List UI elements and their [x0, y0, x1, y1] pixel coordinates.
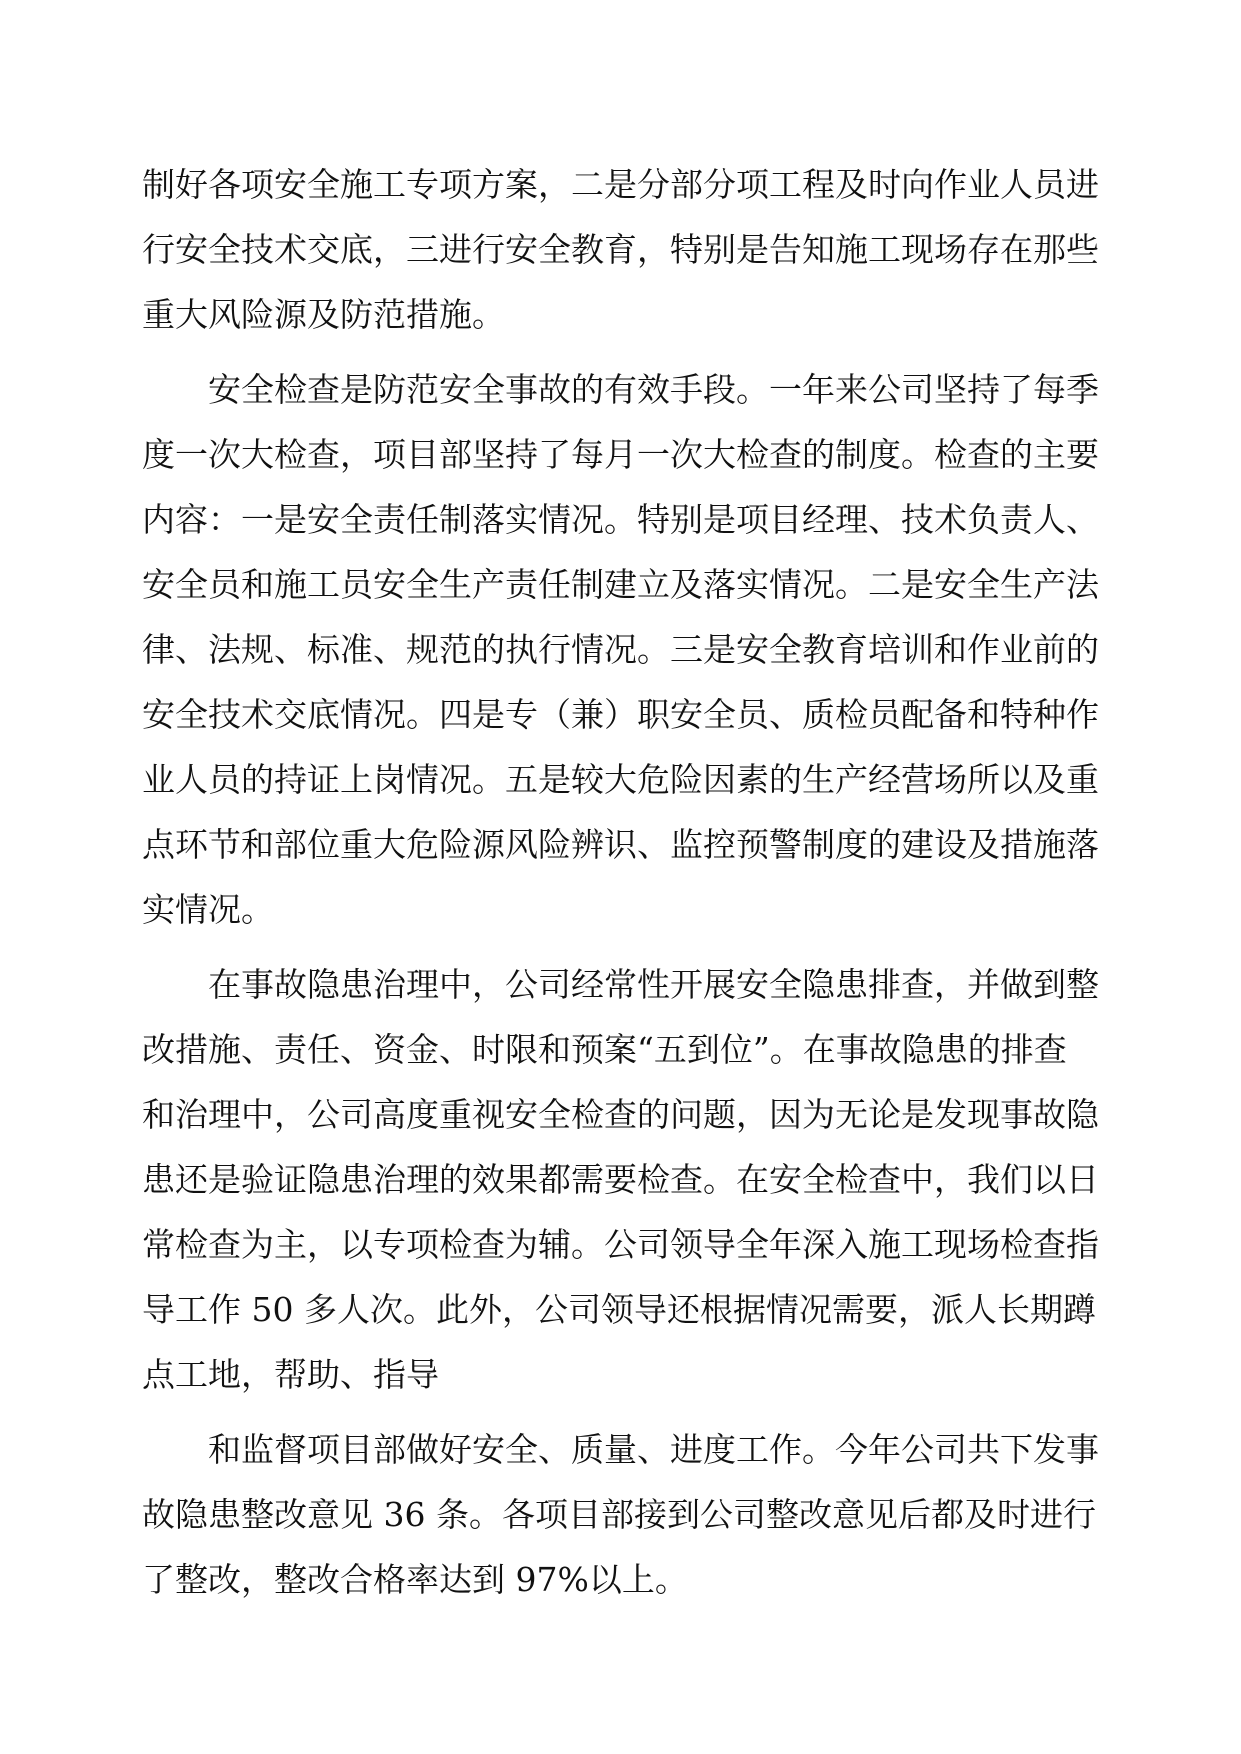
paragraph-3	[142, 952, 1102, 1407]
text-line: 在事故隐患治理中，公司经常性开展安全隐患排查，并做到整	[208, 965, 1099, 1004]
text-line: 律、法规、标准、规范的执行情况。三是安全教育培训和作业前的	[142, 630, 1099, 669]
text-line: 安全技术交底情况。四是专（兼）职安全员、质检员配备和特种作	[142, 695, 1099, 734]
text-line: 行安全技术交底，三进行安全教育，特别是告知施工现场存在那些	[142, 230, 1099, 269]
text-line: 和治理中，公司高度重视安全检查的问题，因为无论是发现事故隐	[142, 1095, 1099, 1134]
paragraph-2	[142, 357, 1102, 942]
paragraph-4	[142, 1417, 1102, 1612]
document-body	[142, 152, 1102, 1622]
paragraph-1	[142, 152, 1102, 347]
text-line: 业人员的持证上岗情况。五是较大危险因素的生产经营场所以及重	[142, 760, 1099, 799]
text-line: 内容：一是安全责任制落实情况。特别是项目经理、技术负责人、	[142, 500, 1099, 539]
text-line: 重大风险源及防范措施。	[142, 295, 505, 334]
text-line: 安全员和施工员安全生产责任制建立及落实情况。二是安全生产法	[142, 565, 1099, 604]
text-line: 了整改，整改合格率达到 97%以上。	[142, 1560, 688, 1599]
text-line: 度一次大检查，项目部坚持了每月一次大检查的制度。检查的主要	[142, 435, 1099, 474]
text-line: 点工地，帮助、指导	[142, 1355, 439, 1394]
text-line: 改措施、责任、资金、时限和预案“五到位”。在事故隐患的排查	[142, 1030, 1067, 1069]
text-line: 和监督项目部做好安全、质量、进度工作。今年公司共下发事	[208, 1430, 1099, 1469]
text-line: 制好各项安全施工专项方案，二是分部分项工程及时向作业人员进	[142, 165, 1099, 204]
text-line: 患还是验证隐患治理的效果都需要检查。在安全检查中，我们以日	[142, 1160, 1099, 1199]
text-line: 点环节和部位重大危险源风险辨识、监控预警制度的建设及措施落	[142, 825, 1099, 864]
text-line: 常检查为主，以专项检查为辅。公司领导全年深入施工现场检查指	[142, 1225, 1099, 1264]
text-line: 导工作 50 多人次。此外，公司领导还根据情况需要，派人长期蹲	[142, 1290, 1096, 1329]
text-line: 实情况。	[142, 890, 274, 929]
text-line: 故隐患整改意见 36 条。各项目部接到公司整改意见后都及时进行	[142, 1495, 1096, 1534]
text-line: 安全检查是防范安全事故的有效手段。一年来公司坚持了每季	[208, 370, 1099, 409]
